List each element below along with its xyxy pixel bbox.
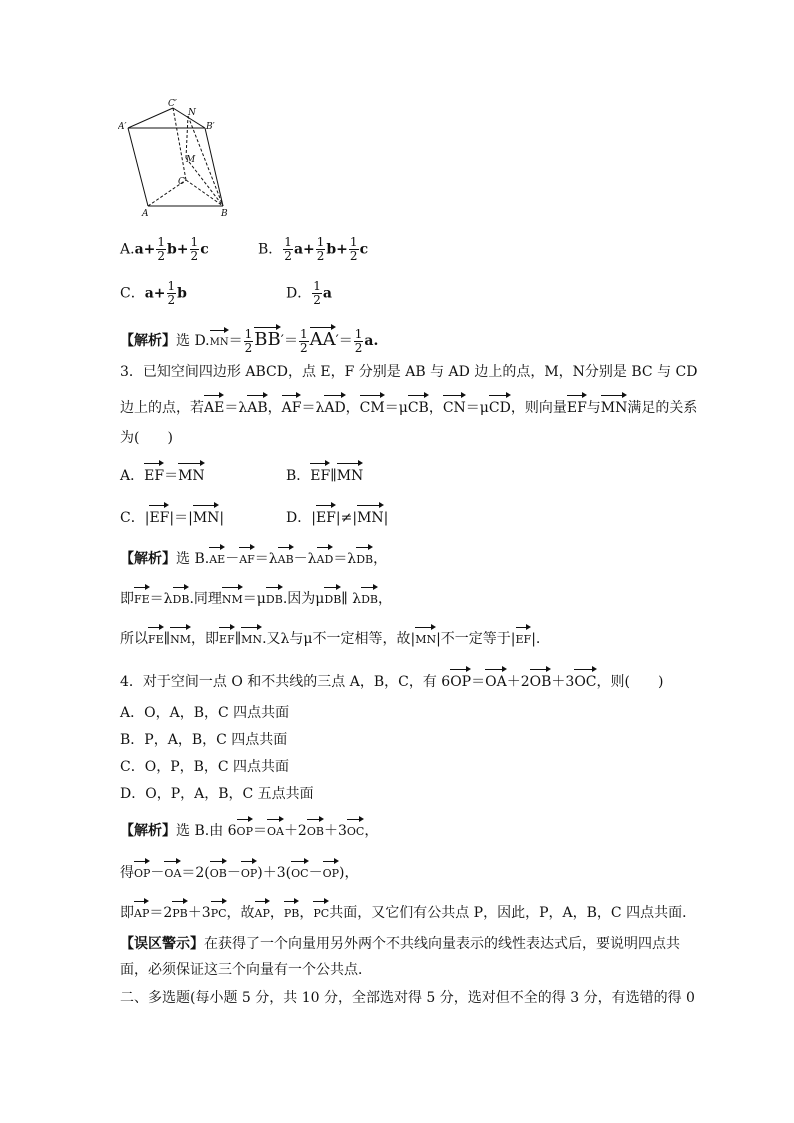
label-A: A [142, 209, 149, 219]
edge-MN [186, 116, 188, 158]
q2-option-b: B． $\frac{1}{2}$ a+ $\frac{1}{2}$ b+ $\frac{1}{2}$ c [258, 235, 369, 263]
q4-option-c: C．O，P，B，C 四点共面 [120, 759, 290, 775]
q2-option-d: D． $\frac{1}{2}$ a [286, 279, 332, 307]
q2-option-a: A.a+ $\frac{1}{2}$ b+ $\frac{1}{2}$ c [120, 235, 209, 263]
q4-stem: 4．对于空间一点 O 和不共线的三点 A，B，C，有 6OP＝OA＋2OB＋3OC，则( ) [120, 668, 663, 692]
q4-warning-line2: 面，必须保证这三个向量有一个公共点． [120, 962, 372, 978]
q4-analysis-line1: 【解析】选 B.由 6OP＝OA＋2OB＋3OC， [120, 818, 378, 842]
q2-analysis: 【解析】选 D.MN＝ $\frac{1}{2}$ BB′＝ $\frac{1}{2}$ AA′＝ $\frac{1}{2}$ a. [120, 326, 379, 355]
label-Ap: A′ [118, 122, 127, 132]
label-Bp: B′ [206, 122, 215, 132]
label-B: B [221, 209, 228, 219]
q4-analysis-line2: 得OP－OA＝2(OB－OP)＋3(OC－OP)， [120, 860, 358, 884]
q4-option-d: D．O，P，A，B，C 五点共面 [120, 786, 314, 802]
q3-option-c: C．|EF|＝|MN| [120, 504, 224, 528]
label-C: C [178, 177, 185, 187]
q2-option-c: C．a+ $\frac{1}{2}$ b [120, 279, 187, 307]
edge-ApA [128, 128, 148, 206]
label-N: N [188, 108, 196, 118]
q3-analysis-line3: 所以FE∥NM，即EF∥MN.又λ与μ不一定相等，故|MN|不一定等于|EF|. [120, 626, 540, 650]
edge-CpC [173, 108, 186, 180]
q3-option-b: B．EF∥MN [286, 462, 363, 486]
q3-stem-line2: 边上的点，若AE＝λAB，AF＝λAD，CM＝μCB，CN＝μCD，则向量EF与MN满足的关系 [120, 394, 697, 418]
q4-option-b: B．P，A，B，C 四点共面 [120, 732, 288, 748]
q3-stem-line1: 3．已知空间四边形 ABCD，点 E，F 分别是 AB 与 AD 边上的点，M，N分别是 BC 与 CD [120, 364, 698, 380]
prism-figure [118, 98, 238, 220]
q4-warning-line1: 【误区警示】在获得了一个向量用另外两个不共线向量表示的线性表达式后，要说明四点共 [120, 936, 680, 952]
label-Cp: C′ [168, 99, 177, 109]
q3-analysis-line2: 即FE＝λDB.同理NM＝μDB.因为μDB∥ λDB， [120, 586, 392, 610]
edge-ApCp [128, 108, 173, 128]
label-M: M [186, 155, 196, 165]
q3-option-a: A．EF＝MN [120, 462, 205, 486]
q4-analysis-line3: 即AP＝2PB＋3PC，故AP，PB，PC共面，又它们有公共点 P，因此，P，A，B，C 四点共面． [120, 900, 696, 924]
section-2-heading: 二、多选题(每小题 5 分，共 10 分，全部选对得 5 分，选对但不全的得 3 分，有选错的得 0 [120, 990, 695, 1006]
q3-option-d: D．|EF|≠|MN| [286, 504, 388, 528]
q4-option-a: A．O，A，B，C 四点共面 [120, 705, 290, 721]
q3-stem-line3: 为( ) [120, 430, 173, 446]
q3-analysis-line1: 【解析】选 B.AE－AF＝λAB－λAD＝λDB， [120, 546, 387, 570]
